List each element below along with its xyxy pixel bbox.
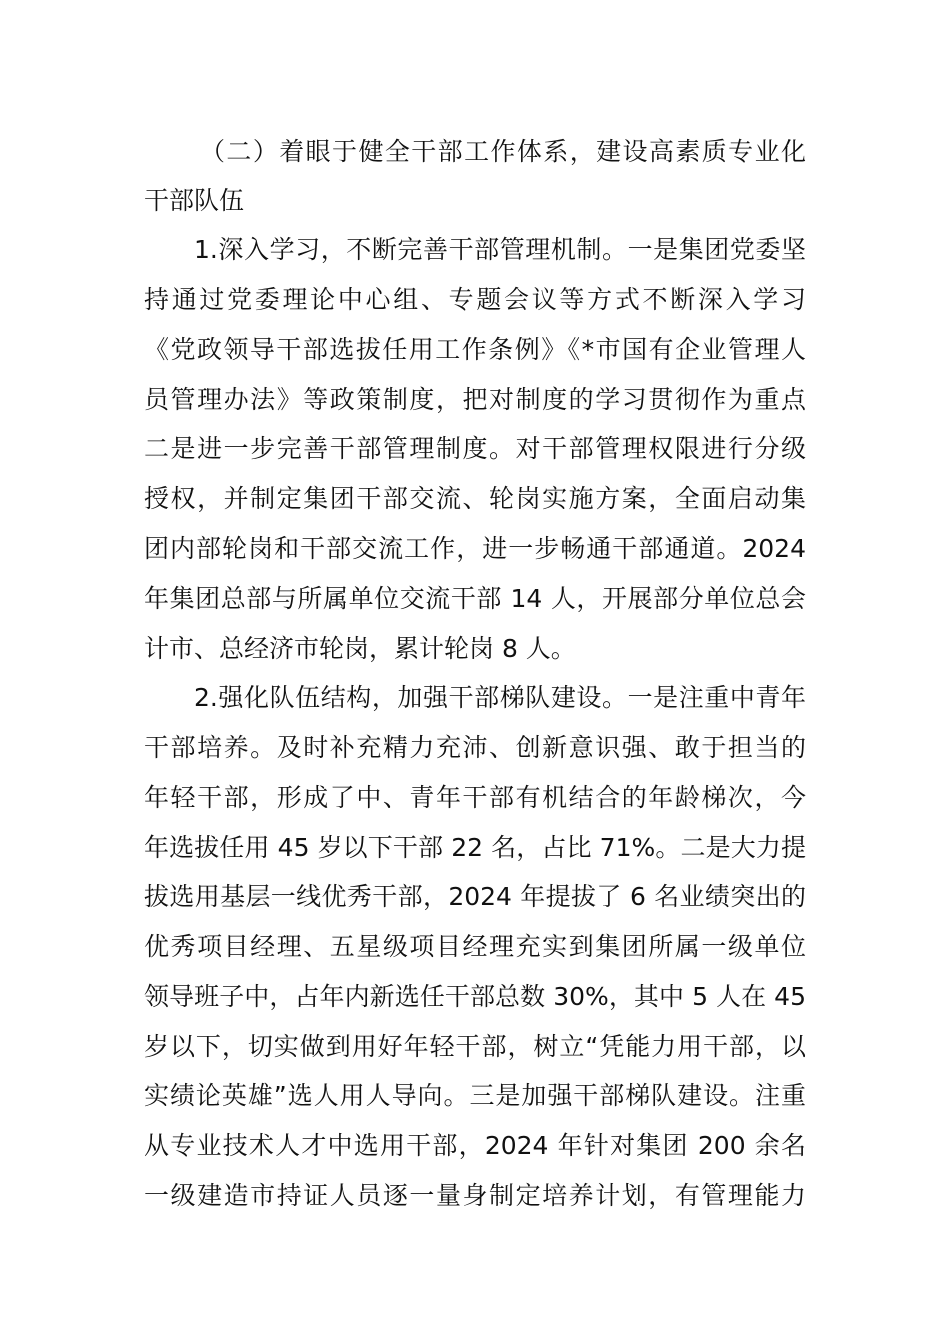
paragraph-1-line: 团内部轮岗和干部交流工作，进一步畅通干部通道。2024 bbox=[144, 534, 806, 563]
section-heading-line-2: 干部队伍 bbox=[144, 186, 245, 215]
paragraph-2-line: 拔选用基层一线优秀干部，2024 年提拔了 6 名业绩突出的 bbox=[144, 882, 806, 911]
paragraph-2-line: 实绩论英雄”选人用人导向。三是加强干部梯队建设。注重 bbox=[144, 1081, 806, 1110]
paragraph-1-line: 年集团总部与所属单位交流干部 14 人，开展部分单位总会 bbox=[144, 584, 806, 613]
paragraph-1-line: 持通过党委理论中心组、专题会议等方式不断深入学习 bbox=[144, 285, 806, 314]
paragraph-2-line: 岁以下，切实做到用好年轻干部，树立“凭能力用干部，以 bbox=[144, 1032, 806, 1061]
paragraph-1-line: 1.深入学习，不断完善干部管理机制。一是集团党委坚 bbox=[194, 235, 806, 264]
section-heading-line-1: （二）着眼于健全干部工作体系，建设高素质专业化 bbox=[200, 137, 806, 166]
paragraph-2-line: 2.强化队伍结构，加强干部梯队建设。一是注重中青年 bbox=[194, 683, 806, 712]
paragraph-1-line: 《党政领导干部选拔任用工作条例》《*市国有企业管理人 bbox=[144, 335, 806, 364]
paragraph-2-line: 一级建造市持证人员逐一量身制定培养计划，有管理能力 bbox=[144, 1181, 806, 1210]
paragraph-1-line: 授权，并制定集团干部交流、轮岗实施方案，全面启动集 bbox=[144, 484, 806, 513]
paragraph-2-line: 从专业技术人才中选用干部，2024 年针对集团 200 余名 bbox=[144, 1131, 806, 1160]
paragraph-2-line: 干部培养。及时补充精力充沛、创新意识强、敢于担当的 bbox=[144, 733, 806, 762]
paragraph-2-line: 年选拔任用 45 岁以下干部 22 名，占比 71%。二是大力提 bbox=[144, 833, 806, 862]
paragraph-2-line: 年轻干部，形成了中、青年干部有机结合的年龄梯次，今 bbox=[144, 783, 806, 812]
paragraph-1-line: 员管理办法》等政策制度，把对制度的学习贯彻作为重点 bbox=[144, 385, 806, 414]
paragraph-1-line: 二是进一步完善干部管理制度。对干部管理权限进行分级 bbox=[144, 434, 806, 463]
paragraph-1-line: 计市、总经济市轮岗，累计轮岗 8 人。 bbox=[144, 634, 576, 663]
paragraph-2-line: 优秀项目经理、五星级项目经理充实到集团所属一级单位 bbox=[144, 932, 806, 961]
paragraph-2-line: 领导班子中，占年内新选任干部总数 30%，其中 5 人在 45 bbox=[144, 982, 806, 1011]
